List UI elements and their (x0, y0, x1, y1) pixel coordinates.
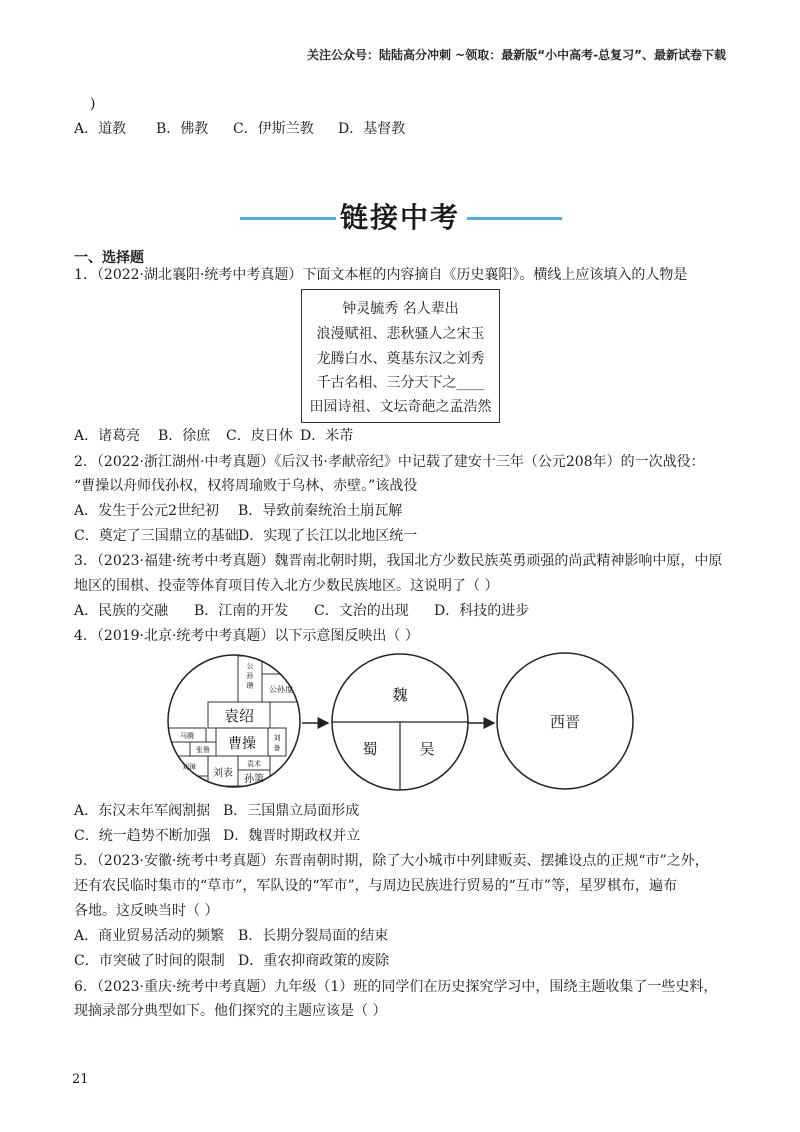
label-gongsundu: 公孙度 (269, 685, 293, 694)
label-caocao: 曹操 (228, 736, 256, 752)
option-a: A．民族的交融 (74, 603, 169, 619)
q4-stem: 4．（2019·北京·统考中考真题）以下示意图反映出（ ） (74, 628, 419, 644)
q2-option-b: B．导致前秦统治土崩瓦解 (238, 503, 403, 519)
label-liubiao: 刘表 (213, 768, 233, 779)
q2-option-d: D．实现了长江以北地区统一 (238, 528, 418, 544)
q4-option-d: D．魏晋时期政权并立 (223, 828, 361, 844)
q4-diagram (160, 650, 640, 800)
q5-option-d: D．重农抑商政策的废除 (238, 953, 390, 969)
q1-quote-box (301, 289, 500, 423)
option-c: C．伊斯兰教 (233, 121, 314, 137)
label-zhanglu: 张鲁 (196, 746, 210, 754)
label-liubei-1: 刘 (273, 734, 281, 742)
option-a: A．诸葛亮 (74, 428, 141, 444)
option-d: D．基督教 (338, 121, 406, 137)
banner-title: 链接中考 (339, 201, 460, 234)
label-mateng: 马腾 (180, 732, 194, 740)
option-d: D．科技的进步 (434, 603, 530, 619)
page-header: 关注公众号：陆陆高分冲刺 ~领取：最新版“小中高考-总复习”、最新试卷下载 (307, 48, 726, 62)
q4-option-c: C．统一趋势不断加强 (74, 828, 211, 844)
label-liuzhang: 刘璋 (182, 763, 196, 771)
q2-option-c: C．奠定了三国鼎立的基础 (74, 528, 239, 544)
q3-stem-line-1: 3．（2023·福建·统考中考真题）魏晋南北朝时期，我国北方少数民族英勇顽强的尚武精神影响中原，中原 (74, 553, 723, 569)
label-yuanshu: 袁术 (247, 760, 261, 768)
quote-line-4: 千古名相、三分天下之____ (316, 375, 485, 391)
q2-stem-line-1: 2．（2022·浙江湖州·中考真题）《后汉书·孝献帝纪》中记载了建安十三年（公元208年）的一次战役： (74, 454, 705, 470)
option-b: B．徐庶 (158, 428, 211, 444)
option-b: B．江南的开发 (194, 603, 289, 619)
q3-stem-line-2: 地区的围棋、投壶等体育项目传入北方少数民族地区。这说明了（ ） (74, 578, 499, 594)
q5-option-c: C．市突破了时间的限制 (74, 953, 225, 969)
option-a: A．道教 (74, 121, 127, 137)
option-d: D．米芾 (300, 428, 354, 444)
label-western-jin: 西晋 (549, 713, 581, 731)
label-wu: 吴 (419, 740, 435, 758)
label-yuanshao: 袁绍 (223, 707, 255, 725)
prev-question-options (74, 119, 405, 139)
q5-stem-line-3: 各地。这反映当时（ ） (74, 903, 219, 919)
q4-option-b: B．三国鼎立局面形成 (223, 803, 360, 819)
quote-line-1: 钟灵毓秀 名人辈出 (342, 301, 459, 317)
prev-question-bracket: ) (90, 96, 96, 112)
q6-stem-line-1: 6．（2023·重庆·统考中考真题）九年级（1）班的同学们在历史探究学习中，围绕主题收集了一些史料， (74, 979, 718, 995)
quote-line-5: 田园诗祖、文坛奇葩之孟浩然 (309, 399, 492, 415)
q5-option-a: A．商业贸易活动的频繁 (74, 928, 225, 944)
q4-option-a: A．东汉末年军阀割据 (74, 803, 211, 819)
q5-stem-line-2: 还有农民临时集市的“草市”，军队设的“军市”，与周边民族进行贸易的“互市”等，星罗棋布，遍布 (74, 878, 677, 894)
quote-line-2: 浪漫赋祖、悲秋骚人之宋玉 (316, 326, 485, 342)
label-gongsunzan-1: 公 (246, 662, 254, 670)
label-wei: 魏 (392, 686, 408, 704)
section-title: 一、选择题 (74, 250, 144, 266)
label-liubei-2: 备 (273, 744, 281, 752)
option-b: B．佛教 (156, 121, 209, 137)
quote-line-3: 龙腾白水、奠基东汉之刘秀 (316, 351, 485, 367)
option-c: C．皮日休 (226, 428, 293, 444)
label-sunce: 孙策 (244, 774, 264, 785)
section-banner (0, 196, 800, 240)
label-shu: 蜀 (362, 740, 378, 758)
q5-stem-line-1: 5．（2023·安徽·统考中考真题）东晋南朝时期，除了大小城市中列肆贩卖、摆摊设点的正规“市”之外， (74, 853, 709, 869)
q3-options (74, 601, 529, 621)
option-c: C．文治的出现 (314, 603, 409, 619)
q1-options (74, 426, 353, 446)
q1-stem: 1．（2022·湖北襄阳·统考中考真题）下面文本框的内容摘自《历史襄阳》。横线上应该填入的人物是 (74, 267, 688, 283)
label-gongsunzan-3: 瓒 (246, 682, 254, 690)
q5-option-b: B．长期分裂局面的结束 (238, 928, 389, 944)
label-gongsunzan-2: 孙 (246, 672, 254, 680)
q2-stem-line-2: “曹操以舟师伐孙权，权将周瑜败于乌林、赤壁。”该战役 (74, 478, 418, 494)
q6-stem-line-2: 现摘录部分典型如下。他们探究的主题应该是（ ） (74, 1003, 387, 1019)
q2-option-a: A．发生于公元2世纪初 (74, 503, 220, 519)
page-number: 21 (72, 1072, 89, 1087)
